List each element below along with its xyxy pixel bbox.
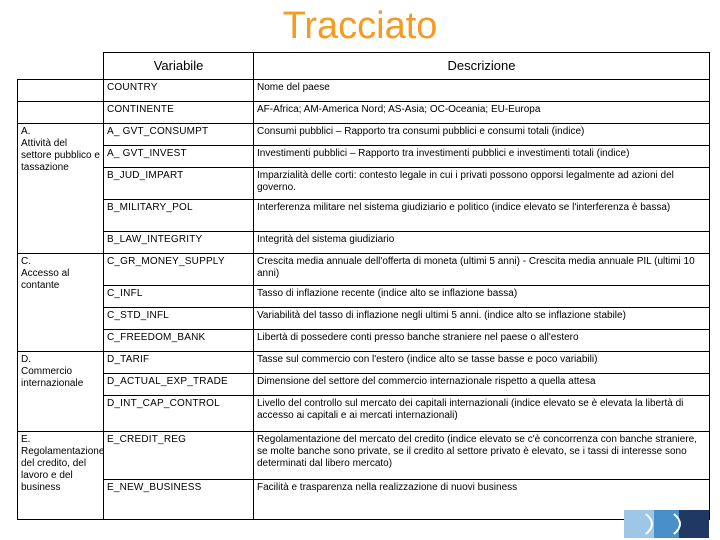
variable-name: B_LAW_INTEGRITY [104,232,254,254]
variable-description: Consumi pubblici – Rapporto tra consumi pubblici e consumi totali (indice) [254,124,710,146]
variable-description: Regolamentazione del mercato del credito (indice elevato se c'è concorrenza con banche straniere, se molte banche sono private, se il credito al settore privato è elevato, se i tassi di interesse sono determinati dal libero mercato) [254,432,710,480]
table-row [18,330,710,352]
variable-table [17,52,710,520]
variable-name: D_INT_CAP_CONTROL [104,396,254,432]
variable-description: Livello del controllo sul mercato dei capitali internazionali (indice elevato se è elevata la libertà di accesso ai capitali e ai mercati internazionali) [254,396,710,432]
corner-block-dark [679,510,709,538]
variable-name: C_STD_INFL [104,308,254,330]
variable-description: Tasse sul commercio con l'estero (indice alto se tasse basse e poco variabili) [254,352,710,374]
table-row [18,232,710,254]
table-row [18,200,710,232]
corner-block-pale [624,510,654,538]
variable-name: D_TARIF [104,352,254,374]
variable-description: Interferenza militare nel sistema giudiziario e politico (indice elevato se l'interferenza è bassa) [254,200,710,232]
variable-name: E_NEW_BUSINESS [104,480,254,520]
empty-section-cell [18,80,104,102]
table-row [18,352,710,374]
table-row [18,308,710,330]
table-header-row [18,53,710,80]
variable-name: B_JUD_IMPART [104,168,254,200]
section-label: D. Commercio internazionale [18,352,104,432]
table-row [18,374,710,396]
variable-name: C_INFL [104,286,254,308]
variable-name: CONTINENTE [104,102,254,124]
section-label: C. Accesso al contante [18,254,104,352]
table-row [18,146,710,168]
variable-description: Crescita media annuale dell'offerta di moneta (ultimi 5 anni) - Crescita media annuale PIL (ultimi 10 anni) [254,254,710,286]
variable-description: Dimensione del settore del commercio internazionale rispetto a quella attesa [254,374,710,396]
table-row [18,396,710,432]
variable-name: C_GR_MONEY_SUPPLY [104,254,254,286]
table-row [18,124,710,146]
variable-description: Investimenti pubblici – Rapporto tra investimenti pubblici e investimenti totali (indice) [254,146,710,168]
decorative-corner-graphic [624,510,709,538]
variable-name: D_ACTUAL_EXP_TRADE [104,374,254,396]
table-row [18,102,710,124]
variable-description: Facilità e trasparenza nella realizzazione di nuovi business [254,480,710,520]
table-row [18,80,710,102]
variable-name: E_CREDIT_REG [104,432,254,480]
variable-description: Libertà di possedere conti presso banche straniere nel paese o all'estero [254,330,710,352]
table-row [18,254,710,286]
variable-description: Nome del paese [254,80,710,102]
variable-name: COUNTRY [104,80,254,102]
variable-description: Variabilità del tasso di inflazione negli ultimi 5 anni. (indice alto se inflazione stabile) [254,308,710,330]
variable-name: C_FREEDOM_BANK [104,330,254,352]
variable-name: A_ GVT_CONSUMPT [104,124,254,146]
section-label: A. Attività del settore pubblico e tassazione [18,124,104,254]
table-row [18,168,710,200]
variable-description: Imparzialità delle corti: contesto legale in cui i privati possono opporsi legalmente ad azioni del governo. [254,168,710,200]
header-variable: Variabile [104,53,254,80]
variable-name: B_MILITARY_POL [104,200,254,232]
variable-description: Tasso di inflazione recente (indice alto se inflazione bassa) [254,286,710,308]
section-label: E. Regolamentazione del credito, del lavoro e del business [18,432,104,520]
table-row [18,480,710,520]
table-row [18,432,710,480]
variable-description: Integrità del sistema giudiziario [254,232,710,254]
header-description: Descrizione [254,53,710,80]
table-row [18,286,710,308]
page-title: Tracciato [282,5,438,47]
variable-name: A_ GVT_INVEST [104,146,254,168]
empty-section-cell [18,102,104,124]
variable-description: AF-Africa; AM-America Nord; AS-Asia; OC-Oceania; EU-Europa [254,102,710,124]
